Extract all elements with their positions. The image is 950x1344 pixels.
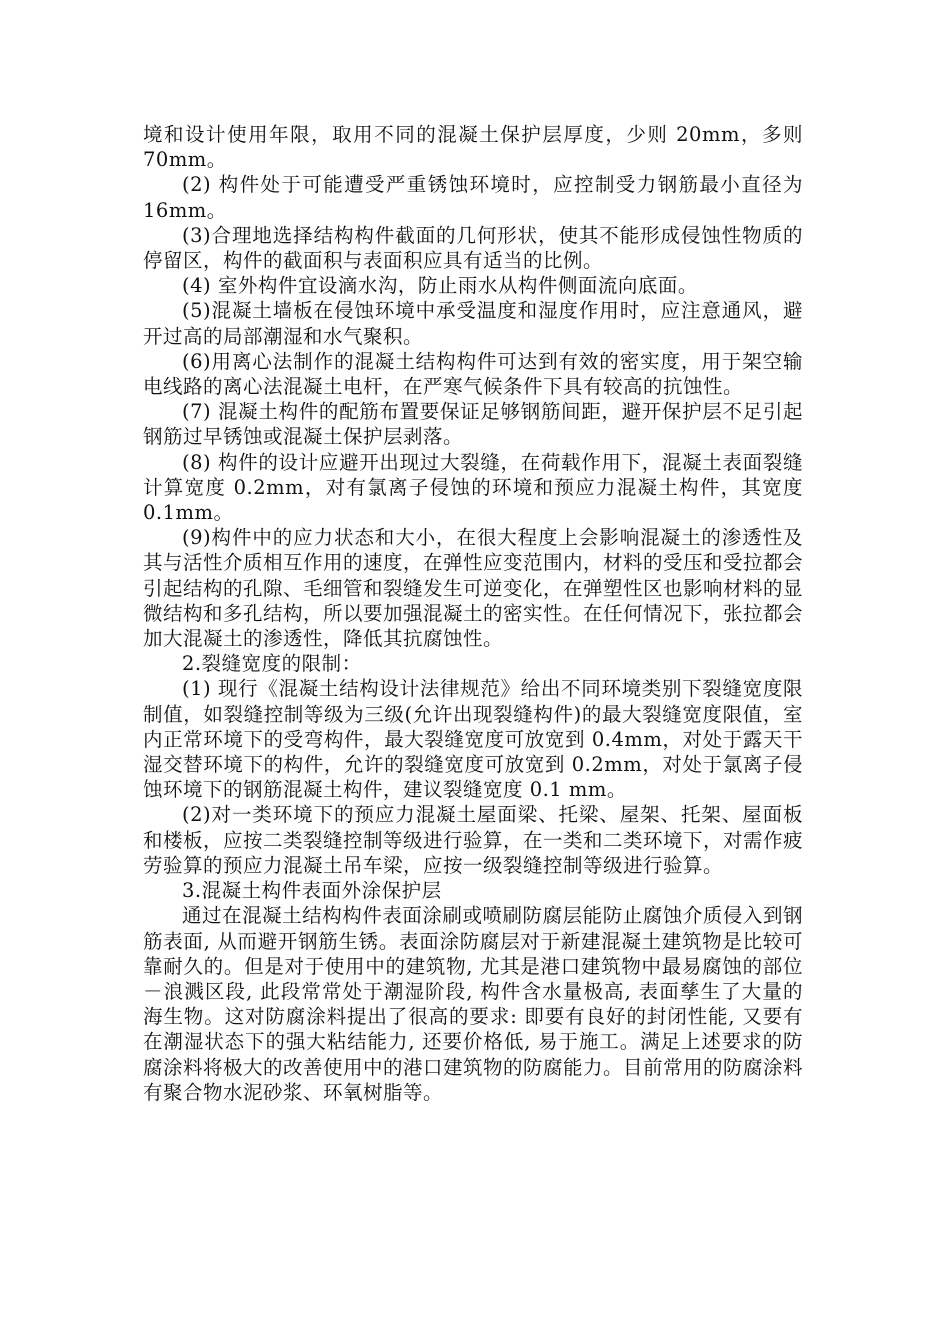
paragraph-continuation: 境和设计使用年限，取用不同的混凝土保护层厚度，少则 20mm，多则 70mm。 — [143, 123, 803, 172]
section-heading-crack-width: 2.裂缝宽度的限制： — [182, 652, 362, 676]
section-heading-coating: 3.混凝土构件表面外涂保护层 — [182, 879, 442, 903]
paragraph-crack-item-1: (1) 现行《混凝土结构设计法律规范》给出不同环境类别下裂缝宽度限制值，如裂缝控制等级为三级(允许出现裂缝构件)的最大裂缝宽度限值，室内正常环境下的受弯构件，最大裂缝宽度可放宽到 0.4mm，对处于露天干湿交替环境下的构件，允许的裂缝宽度可放宽到 0.2mm，对处于氯离子侵蚀环境下的钢筋混凝土构件，建议裂缝宽度 0.1 mm。 — [143, 677, 803, 802]
paragraph-crack-item-2: (2)对一类环境下的预应力混凝土屋面梁、托梁、屋架、托架、屋面板和楼板，应按二类裂缝控制等级进行验算，在一类和二类环境下，对需作疲劳验算的预应力混凝土吊车梁，应按一级裂缝控制等级进行验算。 — [143, 803, 804, 877]
paragraph-item-5: (5)混凝土墙板在侵蚀环境中承受温度和湿度作用时，应注意通风，避开过高的局部潮湿和水气聚积。 — [143, 299, 803, 348]
paragraph-item-9: (9)构件中的应力状态和大小，在很大程度上会影响混凝土的渗透性及其与活性介质相互作用的速度，在弹性应变范围内，材料的受压和受拉都会引起结构的孔隙、毛细管和裂缝发生可逆变化，在弹塑性区也影响材料的显微结构和多孔结构，所以要加强混凝土的密实性。在任何情况下，张拉都会加大混凝土的渗透性，降低其抗腐蚀性。 — [143, 526, 804, 651]
paragraph-item-4: (4) 室外构件宜设滴水沟，防止雨水从构件侧面流向底面。 — [182, 274, 698, 298]
paragraph-item-3: (3)合理地选择结构构件截面的几何形状，使其不能形成侵蚀性物质的停留区，构件的截面积与表面积应具有适当的比例。 — [143, 223, 803, 273]
paragraph-item-6: (6)用离心法制作的混凝土结构构件可达到有效的密实度，用于架空输电线路的离心法混凝土电杆，在严寒气候条件下具有较高的抗蚀性。 — [143, 349, 803, 399]
document-page — [143, 122, 803, 1105]
paragraph-item-8: (8) 构件的设计应避开出现过大裂缝，在荷载作用下，混凝土表面裂缝计算宽度 0.2mm，对有氯离子侵蚀的环境和预应力混凝土构件，其宽度 0.1mm。 — [143, 450, 803, 525]
paragraph-item-2: (2) 构件处于可能遭受严重锈蚀环境时，应控制受力钢筋最小直径为 16mm。 — [143, 173, 803, 222]
paragraph-item-7: (7) 混凝土构件的配筋布置要保证足够钢筋间距，避开保护层不足引起钢筋过早锈蚀或混凝土保护层剥落。 — [143, 400, 803, 449]
paragraph-coating: 通过在混凝土结构构件表面涂刷或喷刷防腐层能防止腐蚀介质侵入到钢筋表面, 从而避开钢筋生锈。表面涂防腐层对于新建混凝土建筑物是比较可靠耐久的。但是对于使用中的建筑物, 尤其是港口建筑物中最易腐蚀的部位－浪溅区段, 此段常常处于潮湿阶段, 构件含水量极高, 表面孳生了大量的海生物。这对防腐涂料提出了很高的要求: 即要有良好的封闭性能, 又要有在潮湿状态下的强大粘结能力, 还要价格低, 易于施工。满足上述要求的防腐涂料将极大的改善使用中的港口建筑物的防腐能力。目前常用的防腐涂料有聚合物水泥砂浆、环氧树脂等。 — [143, 904, 804, 1104]
